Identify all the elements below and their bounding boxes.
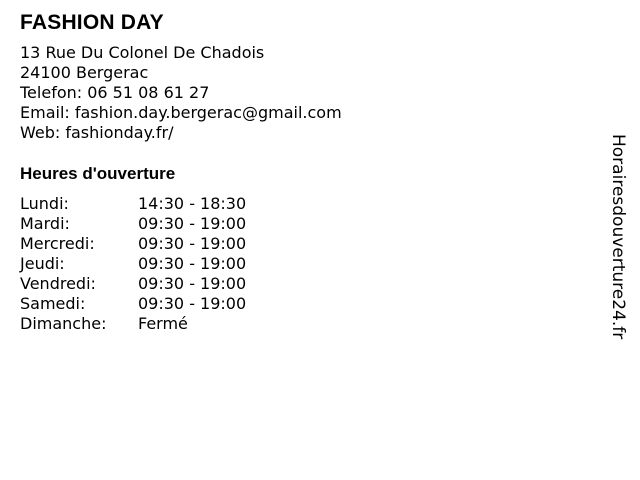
day-time: 09:30 - 19:00 bbox=[138, 214, 247, 233]
hours-row-mercredi bbox=[20, 234, 246, 254]
day-label: Jeudi: bbox=[20, 254, 65, 273]
day-label: Lundi: bbox=[20, 194, 69, 213]
hours-row-lundi bbox=[20, 194, 246, 214]
hours-row-jeudi bbox=[20, 254, 246, 274]
day-label: Dimanche: bbox=[20, 314, 107, 333]
hours-row-vendredi bbox=[20, 274, 246, 294]
hours-row-dimanche bbox=[20, 314, 246, 334]
day-time: 09:30 - 19:00 bbox=[138, 274, 247, 293]
address-street: 13 Rue Du Colonel De Chadois bbox=[20, 43, 265, 62]
day-label: Mardi: bbox=[20, 214, 70, 233]
hours-table bbox=[20, 194, 246, 334]
business-name: FASHION DAY bbox=[20, 11, 164, 34]
day-time: 09:30 - 19:00 bbox=[138, 254, 247, 273]
day-label: Vendredi: bbox=[20, 274, 96, 293]
hours-row-samedi bbox=[20, 294, 246, 314]
watermark-text: Horairesdouverture24.fr bbox=[608, 134, 628, 340]
day-time: 09:30 - 19:00 bbox=[138, 294, 247, 313]
hours-heading: Heures d'ouverture bbox=[20, 164, 176, 183]
watermark-container bbox=[604, 134, 636, 350]
day-time: 14:30 - 18:30 bbox=[138, 194, 247, 213]
email-line: Email: fashion.day.bergerac@gmail.com bbox=[20, 103, 342, 122]
phone-line: Telefon: 06 51 08 61 27 bbox=[20, 83, 210, 102]
day-time: Fermé bbox=[138, 314, 188, 333]
hours-row-mardi bbox=[20, 214, 246, 234]
day-time: 09:30 - 19:00 bbox=[138, 234, 247, 253]
day-label: Samedi: bbox=[20, 294, 86, 313]
day-label: Mercredi: bbox=[20, 234, 95, 253]
web-line: Web: fashionday.fr/ bbox=[20, 123, 174, 142]
address-city: 24100 Bergerac bbox=[20, 63, 149, 82]
contact-info bbox=[20, 43, 342, 143]
